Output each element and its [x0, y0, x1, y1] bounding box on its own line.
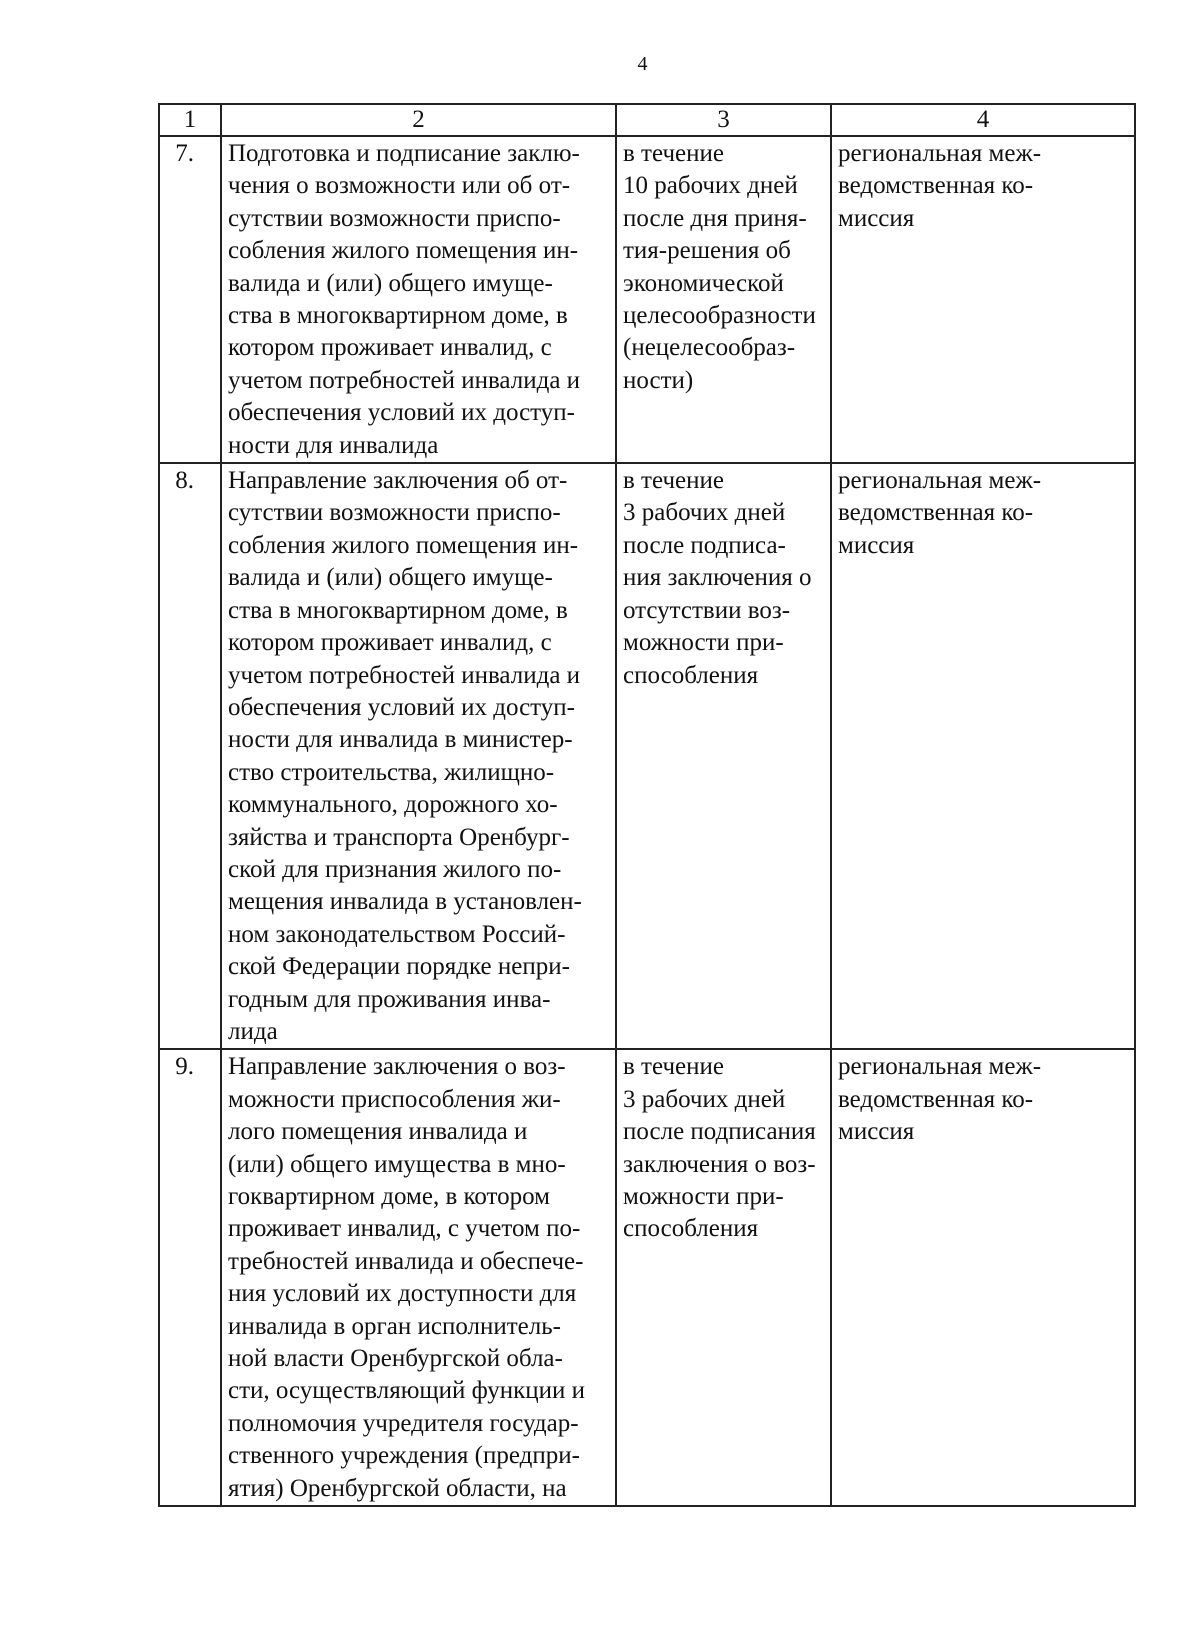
text-line: ния условий их доступности для: [228, 1280, 577, 1308]
header-cell-1: 1: [159, 104, 221, 136]
text-line: обеспечения условий их доступ-: [228, 399, 575, 427]
text-line: валида и (или) общего имуще-: [228, 269, 553, 297]
text-line: региональная меж-: [838, 467, 1042, 495]
term-cell: [616, 463, 831, 1049]
text-line: котором проживает инвалид, с: [228, 629, 552, 657]
text-line: ской Федерации порядке непри-: [228, 953, 570, 981]
action-cell: [221, 463, 616, 1049]
text-line: (нецелесообраз-: [623, 334, 796, 362]
text-line: в течение: [623, 1053, 724, 1081]
text-line: (или) общего имущества в мно-: [228, 1150, 566, 1178]
text-line: ства в многоквартирном доме, в: [228, 302, 568, 330]
text-line: ности): [623, 366, 694, 394]
text-line: отсутствии воз-: [623, 596, 791, 624]
text-line: проживает инвалид, с учетом по-: [228, 1215, 581, 1243]
term-cell: [616, 136, 831, 463]
text-line: целесообразности: [623, 302, 816, 330]
text-line: можности при-: [623, 629, 784, 657]
text-line: способления: [623, 1215, 759, 1243]
text-line: ности для инвалида в министер-: [228, 726, 573, 754]
text-line: мещения инвалида в установлен-: [228, 888, 582, 916]
text-line: обеспечения условий их доступ-: [228, 693, 575, 721]
text-line: Направление заключения об от-: [228, 467, 568, 495]
term-cell: [616, 1049, 831, 1506]
text-line: чения о возможности или об от-: [228, 172, 571, 200]
text-line: ственного учреждения (предпри-: [228, 1442, 580, 1470]
text-line: можности приспособления жи-: [228, 1085, 561, 1113]
text-line: после дня приня-: [623, 204, 807, 232]
text-line: региональная меж-: [838, 140, 1042, 167]
text-line: 3 рабочих дней: [623, 1085, 786, 1113]
text-line: собления жилого помещения ин-: [228, 237, 579, 265]
text-line: полномочия учредителя государ-: [228, 1409, 579, 1437]
text-line: учетом потребностей инвалида и: [228, 366, 581, 394]
page-number: 4: [637, 53, 648, 75]
text-line: после подписа-: [623, 531, 786, 559]
header-cell-4: 4: [831, 104, 1135, 136]
text-line: коммунального, дорожного хо-: [228, 791, 558, 819]
text-line: инвалида в орган исполнитель-: [228, 1312, 561, 1340]
text-line: заключения о воз-: [623, 1150, 816, 1178]
row-number: 7.: [159, 136, 221, 463]
text-line: миссия: [838, 531, 915, 559]
text-line: ство строительства, жилищно-: [228, 758, 555, 786]
executor-cell: [831, 1049, 1135, 1506]
text-line: в течение: [623, 467, 724, 495]
action-cell: [221, 1049, 616, 1506]
text-line: тия-решения об: [623, 237, 791, 265]
text-line: в течение: [623, 140, 724, 167]
row-number: 8.: [159, 463, 221, 1049]
text-line: Направление заключения о воз-: [228, 1053, 566, 1081]
text-line: годным для проживания инва-: [228, 985, 551, 1013]
text-line: ской для признания жилого по-: [228, 855, 562, 883]
text-line: требностей инвалида и обеспече-: [228, 1247, 584, 1275]
text-line: сти, осуществляющий функции и: [228, 1377, 586, 1405]
table-row: [159, 136, 1135, 463]
text-line: ведомственная ко-: [838, 172, 1034, 200]
action-cell: [221, 136, 616, 463]
text-line: ния заключения о: [623, 564, 812, 592]
text-line: миссия: [838, 204, 915, 232]
text-line: ятия) Оренбургской области, на: [228, 1474, 567, 1502]
text-line: учетом потребностей инвалида и: [228, 661, 581, 689]
text-line: 3 рабочих дней: [623, 499, 786, 527]
executor-cell: [831, 136, 1135, 463]
header-cell-3: 3: [616, 104, 831, 136]
text-line: валида и (или) общего имуще-: [228, 564, 553, 592]
text-line: можности при-: [623, 1183, 784, 1210]
text-line: после подписания: [623, 1118, 816, 1146]
text-line: ности для инвалида: [228, 431, 439, 459]
text-line: экономической: [623, 269, 784, 297]
text-line: гоквартирном доме, в котором: [228, 1183, 550, 1210]
text-line: миссия: [838, 1118, 915, 1146]
table-header-row: [159, 104, 1135, 136]
text-line: ной власти Оренбургской обла-: [228, 1345, 563, 1373]
text-line: зяйства и транспорта Оренбург-: [228, 823, 570, 851]
text-line: лого помещения инвалида и: [228, 1118, 528, 1146]
text-line: ведомственная ко-: [838, 1085, 1034, 1113]
text-line: котором проживает инвалид, с: [228, 334, 552, 362]
text-line: собления жилого помещения ин-: [228, 531, 579, 559]
header-cell-2: 2: [221, 104, 616, 136]
executor-cell: [831, 463, 1135, 1049]
procedure-table: [158, 103, 1136, 1507]
row-number: 9.: [159, 1049, 221, 1506]
table-row: [159, 463, 1135, 1049]
text-line: региональная меж-: [838, 1053, 1042, 1081]
text-line: ном законодательством Россий-: [228, 920, 566, 948]
text-line: ства в многоквартирном доме, в: [228, 596, 568, 624]
text-line: способления: [623, 661, 759, 689]
text-line: ведомственная ко-: [838, 499, 1034, 527]
text-line: Подготовка и подписание заклю-: [228, 140, 580, 167]
text-line: 10 рабочих дней: [623, 172, 798, 200]
text-line: сутствии возможности приспо-: [228, 499, 561, 527]
text-line: сутствии возможности приспо-: [228, 204, 561, 232]
text-line: лида: [228, 1017, 278, 1045]
table-row: [159, 1049, 1135, 1506]
